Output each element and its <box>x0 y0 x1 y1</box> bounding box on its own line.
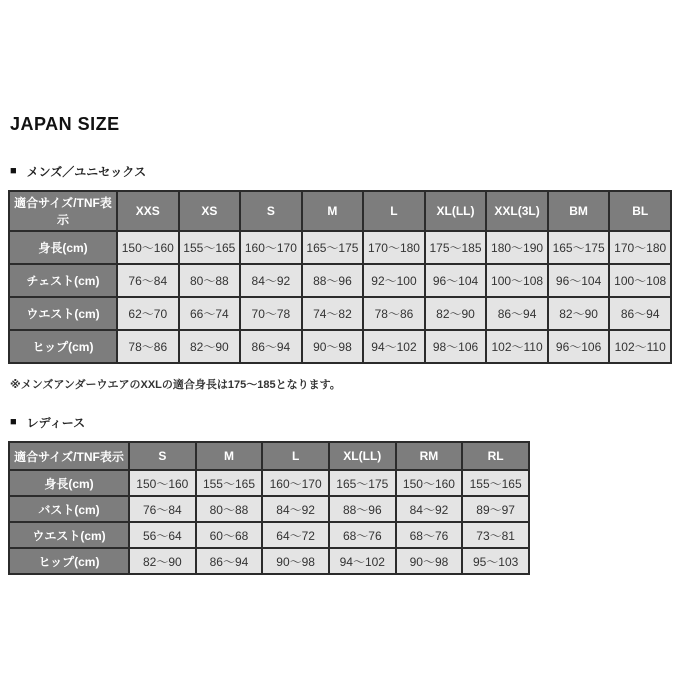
row-label-cell: 身長(cm) <box>9 231 117 264</box>
row-label-cell: チェスト(cm) <box>9 264 117 297</box>
corner-header-cell: 適合サイズ/TNF表示 <box>9 442 129 470</box>
size-value-cell: 82～90 <box>179 330 241 363</box>
measurement-row <box>9 522 529 548</box>
size-value-cell: 86～94 <box>240 330 302 363</box>
size-column-header: RL <box>462 442 529 470</box>
size-value-cell: 102～110 <box>609 330 671 363</box>
size-value-cell: 90～98 <box>302 330 364 363</box>
corner-header-cell: 適合サイズ/TNF表示 <box>9 191 117 231</box>
size-value-cell: 150～160 <box>396 470 463 496</box>
size-value-cell: 165～175 <box>329 470 396 496</box>
measurement-row <box>9 231 671 264</box>
size-value-cell: 96～104 <box>548 264 610 297</box>
size-value-cell: 100～108 <box>609 264 671 297</box>
size-column-header: XL(LL) <box>329 442 396 470</box>
size-value-cell: 150～160 <box>117 231 179 264</box>
size-value-cell: 175～185 <box>425 231 487 264</box>
size-value-cell: 96～104 <box>425 264 487 297</box>
size-value-cell: 80～88 <box>179 264 241 297</box>
size-column-header: BM <box>548 191 610 231</box>
size-column-header: XS <box>179 191 241 231</box>
womens-section-label: レディース <box>26 416 86 430</box>
size-value-cell: 160～170 <box>240 231 302 264</box>
row-label-cell: バスト(cm) <box>9 496 129 522</box>
size-value-cell: 98～106 <box>425 330 487 363</box>
row-label-cell: 身長(cm) <box>9 470 129 496</box>
size-value-cell: 80～88 <box>196 496 263 522</box>
size-value-cell: 100～108 <box>486 264 548 297</box>
mens-size-note: ※メンズアンダーウエアのXXLの適合身長は175～185となります。 <box>10 379 341 391</box>
womens-section-heading <box>10 414 672 431</box>
measurement-row <box>9 496 529 522</box>
womens-size-table <box>8 441 530 575</box>
measurement-row <box>9 297 671 330</box>
size-column-header: M <box>302 191 364 231</box>
size-value-cell: 56～64 <box>129 522 196 548</box>
size-column-header: RM <box>396 442 463 470</box>
header-row <box>9 442 529 470</box>
page-title: JAPAN SIZE <box>10 114 120 134</box>
measurement-row <box>9 548 529 574</box>
mens-section-heading <box>10 163 672 180</box>
size-value-cell: 92～100 <box>363 264 425 297</box>
size-value-cell: 88～96 <box>302 264 364 297</box>
size-value-cell: 82～90 <box>425 297 487 330</box>
size-value-cell: 155～165 <box>179 231 241 264</box>
mens-size-table <box>8 190 672 364</box>
size-value-cell: 68～76 <box>396 522 463 548</box>
size-column-header: XL(LL) <box>425 191 487 231</box>
size-value-cell: 86～94 <box>486 297 548 330</box>
size-value-cell: 76～84 <box>117 264 179 297</box>
size-value-cell: 165～175 <box>302 231 364 264</box>
size-value-cell: 95～103 <box>462 548 529 574</box>
section-marker-icon: ■ <box>10 416 17 428</box>
size-column-header: XXS <box>117 191 179 231</box>
section-marker-icon: ■ <box>10 165 17 177</box>
measurement-row <box>9 470 529 496</box>
size-value-cell: 82～90 <box>548 297 610 330</box>
size-value-cell: 78～86 <box>363 297 425 330</box>
size-value-cell: 150～160 <box>129 470 196 496</box>
size-column-header: BL <box>609 191 671 231</box>
size-value-cell: 82～90 <box>129 548 196 574</box>
size-value-cell: 88～96 <box>329 496 396 522</box>
size-column-header: XXL(3L) <box>486 191 548 231</box>
size-column-header: M <box>196 442 263 470</box>
size-value-cell: 170～180 <box>363 231 425 264</box>
size-value-cell: 73～81 <box>462 522 529 548</box>
size-value-cell: 62～70 <box>117 297 179 330</box>
size-chart-page <box>0 114 680 575</box>
size-value-cell: 66～74 <box>179 297 241 330</box>
size-value-cell: 74～82 <box>302 297 364 330</box>
size-column-header: L <box>262 442 329 470</box>
size-column-header: S <box>240 191 302 231</box>
size-value-cell: 84～92 <box>262 496 329 522</box>
size-value-cell: 180～190 <box>486 231 548 264</box>
size-value-cell: 86～94 <box>609 297 671 330</box>
measurement-row <box>9 330 671 363</box>
size-column-header: S <box>129 442 196 470</box>
size-value-cell: 170～180 <box>609 231 671 264</box>
size-value-cell: 70～78 <box>240 297 302 330</box>
row-label-cell: ウエスト(cm) <box>9 522 129 548</box>
mens-section-label: メンズ／ユニセックス <box>26 165 147 179</box>
header-row <box>9 191 671 231</box>
size-value-cell: 89～97 <box>462 496 529 522</box>
row-label-cell: ヒップ(cm) <box>9 330 117 363</box>
size-value-cell: 102～110 <box>486 330 548 363</box>
size-value-cell: 78～86 <box>117 330 179 363</box>
size-value-cell: 96～106 <box>548 330 610 363</box>
size-value-cell: 94～102 <box>363 330 425 363</box>
size-value-cell: 90～98 <box>396 548 463 574</box>
size-value-cell: 155～165 <box>462 470 529 496</box>
size-value-cell: 60～68 <box>196 522 263 548</box>
size-value-cell: 86～94 <box>196 548 263 574</box>
size-value-cell: 160～170 <box>262 470 329 496</box>
row-label-cell: ヒップ(cm) <box>9 548 129 574</box>
size-value-cell: 90～98 <box>262 548 329 574</box>
size-value-cell: 68～76 <box>329 522 396 548</box>
measurement-row <box>9 264 671 297</box>
size-value-cell: 64～72 <box>262 522 329 548</box>
size-value-cell: 94～102 <box>329 548 396 574</box>
size-value-cell: 84～92 <box>396 496 463 522</box>
size-value-cell: 84～92 <box>240 264 302 297</box>
size-value-cell: 165～175 <box>548 231 610 264</box>
size-value-cell: 76～84 <box>129 496 196 522</box>
size-value-cell: 155～165 <box>196 470 263 496</box>
row-label-cell: ウエスト(cm) <box>9 297 117 330</box>
size-column-header: L <box>363 191 425 231</box>
